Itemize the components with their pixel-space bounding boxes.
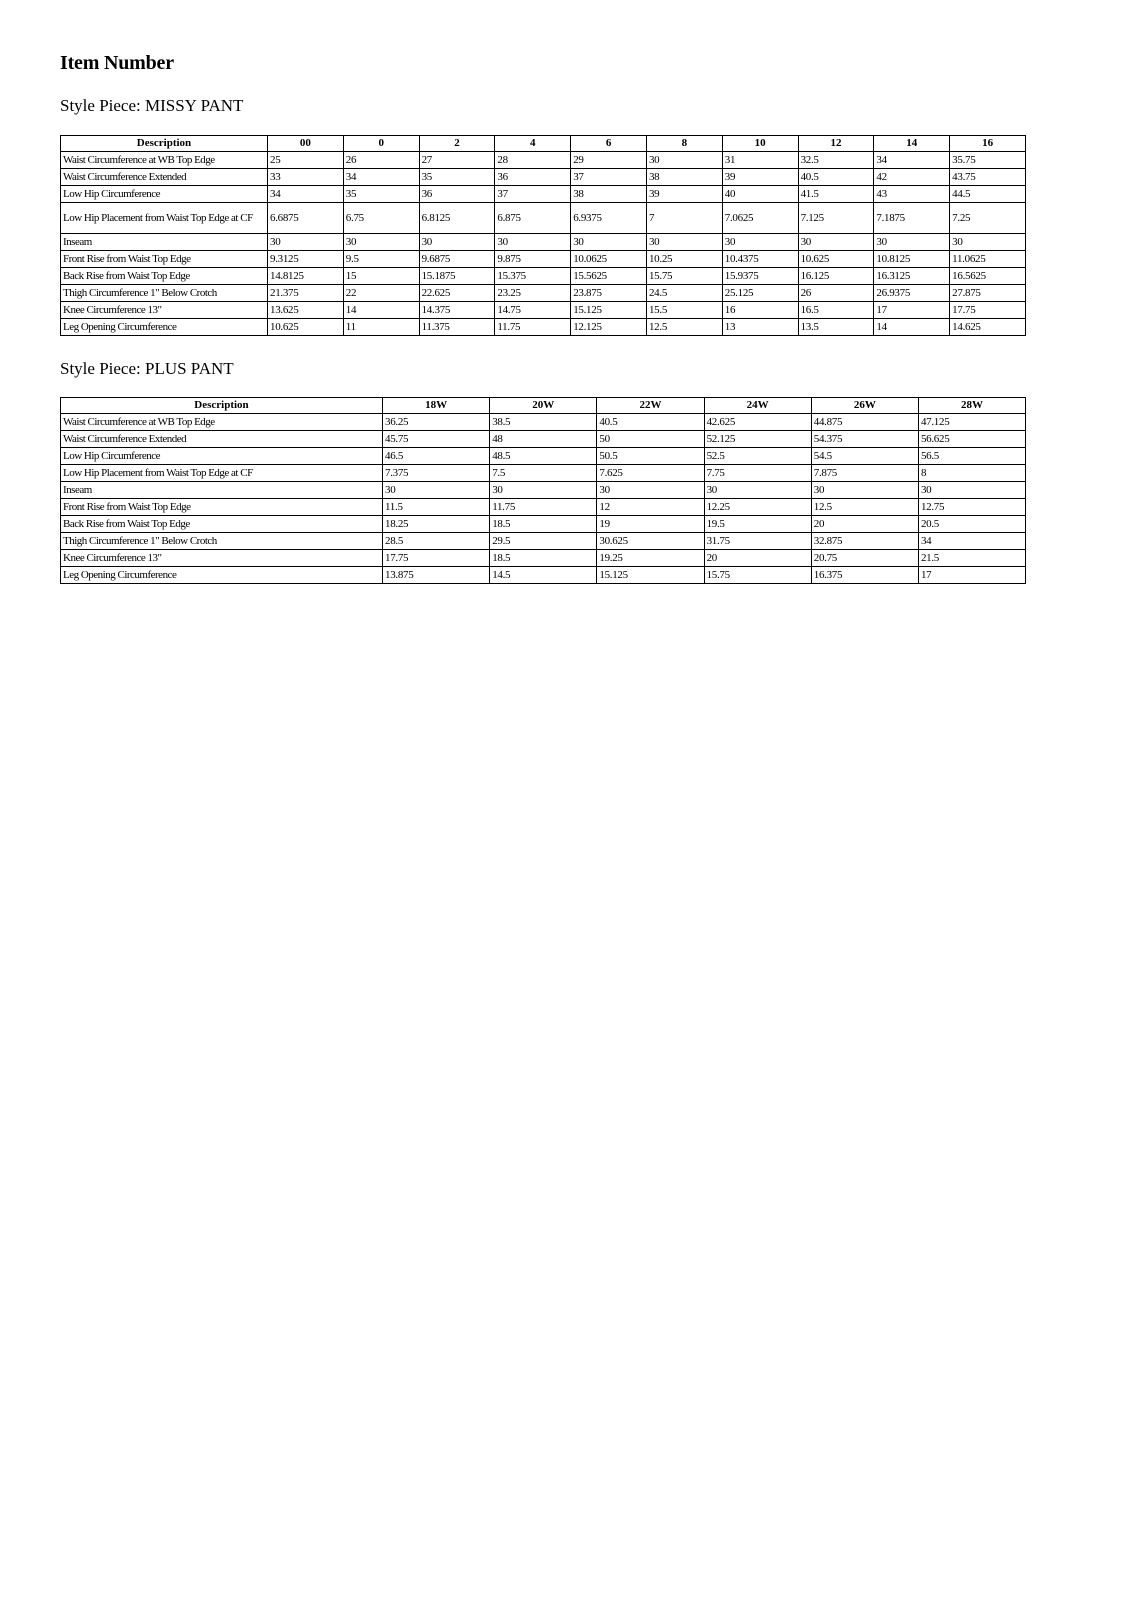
measurement-value: 48 — [490, 431, 597, 448]
measurement-description: Low Hip Placement from Waist Top Edge at CF — [61, 203, 268, 234]
measurement-value: 20.75 — [811, 550, 918, 567]
measurement-value: 12 — [597, 499, 704, 516]
measurement-value: 9.3125 — [268, 251, 344, 268]
measurement-value: 40 — [722, 186, 798, 203]
measurement-value: 11.75 — [490, 499, 597, 516]
measurement-value: 54.5 — [811, 448, 918, 465]
measurement-description: Waist Circumference Extended — [61, 431, 383, 448]
table-row — [61, 319, 1026, 336]
measurement-value: 12.5 — [646, 319, 722, 336]
measurement-value: 6.9375 — [571, 203, 647, 234]
plus-section-title: Style Piece: PLUS PANT — [60, 359, 234, 378]
table-row — [61, 499, 1026, 516]
measurement-value: 13.625 — [268, 302, 344, 319]
measurement-value: 15.125 — [571, 302, 647, 319]
measurement-value: 43.75 — [950, 169, 1026, 186]
measurement-value: 30 — [874, 234, 950, 251]
measurement-value: 35 — [343, 186, 419, 203]
table-row — [61, 186, 1026, 203]
measurement-description: Low Hip Circumference — [61, 186, 268, 203]
measurement-value: 7.875 — [811, 465, 918, 482]
measurement-value: 6.6875 — [268, 203, 344, 234]
measurement-value: 30 — [918, 482, 1025, 499]
measurement-value: 12.5 — [811, 499, 918, 516]
measurement-value: 28.5 — [383, 533, 490, 550]
measurement-value: 7 — [646, 203, 722, 234]
measurement-value: 15.75 — [646, 268, 722, 285]
measurement-value: 11.375 — [419, 319, 495, 336]
measurement-value: 34 — [874, 152, 950, 169]
measurement-value: 15.5 — [646, 302, 722, 319]
measurement-value: 30 — [811, 482, 918, 499]
measurement-value: 52.125 — [704, 431, 811, 448]
measurement-value: 36 — [495, 169, 571, 186]
measurement-value: 11.75 — [495, 319, 571, 336]
measurement-value: 30 — [571, 234, 647, 251]
measurement-value: 6.8125 — [419, 203, 495, 234]
measurement-value: 36 — [419, 186, 495, 203]
measurement-value: 48.5 — [490, 448, 597, 465]
measurement-value: 26 — [798, 285, 874, 302]
column-header-size: 28W — [918, 398, 1025, 414]
table-header-row — [61, 136, 1026, 152]
measurement-value: 25.125 — [722, 285, 798, 302]
plus-spec-table — [60, 397, 1026, 584]
measurement-value: 7.0625 — [722, 203, 798, 234]
measurement-value: 33 — [268, 169, 344, 186]
column-header-size: 22W — [597, 398, 704, 414]
measurement-value: 17 — [874, 302, 950, 319]
table-row — [61, 482, 1026, 499]
measurement-value: 7.125 — [798, 203, 874, 234]
measurement-value: 47.125 — [918, 414, 1025, 431]
measurement-value: 14 — [874, 319, 950, 336]
column-header-description: Description — [61, 136, 268, 152]
measurement-description: Low Hip Placement from Waist Top Edge at CF — [61, 465, 383, 482]
measurement-description: Back Rise from Waist Top Edge — [61, 516, 383, 533]
measurement-value: 45.75 — [383, 431, 490, 448]
column-header-size: 18W — [383, 398, 490, 414]
measurement-value: 28 — [495, 152, 571, 169]
column-header-size: 2 — [419, 136, 495, 152]
measurement-value: 15.1875 — [419, 268, 495, 285]
measurement-value: 9.6875 — [419, 251, 495, 268]
measurement-value: 10.8125 — [874, 251, 950, 268]
measurement-value: 10.625 — [268, 319, 344, 336]
measurement-value: 30 — [268, 234, 344, 251]
measurement-value: 17.75 — [950, 302, 1026, 319]
table-row — [61, 448, 1026, 465]
measurement-value: 26.9375 — [874, 285, 950, 302]
column-header-size: 00 — [268, 136, 344, 152]
table-row — [61, 203, 1026, 234]
measurement-value: 30 — [798, 234, 874, 251]
measurement-value: 22 — [343, 285, 419, 302]
measurement-value: 38 — [571, 186, 647, 203]
measurement-value: 20.5 — [918, 516, 1025, 533]
column-header-size: 24W — [704, 398, 811, 414]
measurement-value: 27.875 — [950, 285, 1026, 302]
measurement-value: 30 — [490, 482, 597, 499]
table-row — [61, 302, 1026, 319]
measurement-value: 46.5 — [383, 448, 490, 465]
table-row — [61, 550, 1026, 567]
measurement-value: 52.5 — [704, 448, 811, 465]
measurement-description: Inseam — [61, 234, 268, 251]
measurement-value: 10.25 — [646, 251, 722, 268]
measurement-value: 29 — [571, 152, 647, 169]
column-header-size: 16 — [950, 136, 1026, 152]
measurement-value: 16 — [722, 302, 798, 319]
missy-section-title: Style Piece: MISSY PANT — [60, 96, 244, 115]
measurement-value: 7.25 — [950, 203, 1026, 234]
measurement-value: 7.1875 — [874, 203, 950, 234]
measurement-value: 17 — [918, 567, 1025, 584]
measurement-description: Thigh Circumference 1" Below Crotch — [61, 285, 268, 302]
measurement-value: 7.625 — [597, 465, 704, 482]
measurement-value: 12.75 — [918, 499, 1025, 516]
measurement-value: 44.875 — [811, 414, 918, 431]
column-header-size: 8 — [646, 136, 722, 152]
measurement-value: 34 — [268, 186, 344, 203]
measurement-value: 15.375 — [495, 268, 571, 285]
table-row — [61, 516, 1026, 533]
measurement-value: 26 — [343, 152, 419, 169]
measurement-value: 8 — [918, 465, 1025, 482]
measurement-value: 30 — [597, 482, 704, 499]
measurement-value: 39 — [646, 186, 722, 203]
measurement-value: 14.5 — [490, 567, 597, 584]
measurement-value: 11.0625 — [950, 251, 1026, 268]
measurement-value: 40.5 — [798, 169, 874, 186]
table-row — [61, 431, 1026, 448]
table-row — [61, 414, 1026, 431]
measurement-value: 30 — [495, 234, 571, 251]
measurement-value: 30 — [383, 482, 490, 499]
measurement-value: 30 — [704, 482, 811, 499]
measurement-description: Low Hip Circumference — [61, 448, 383, 465]
measurement-value: 15.9375 — [722, 268, 798, 285]
measurement-value: 56.625 — [918, 431, 1025, 448]
measurement-value: 42.625 — [704, 414, 811, 431]
measurement-value: 13 — [722, 319, 798, 336]
measurement-value: 7.5 — [490, 465, 597, 482]
measurement-value: 10.0625 — [571, 251, 647, 268]
document-title: Item Number — [60, 52, 174, 74]
column-header-size: 12 — [798, 136, 874, 152]
measurement-value: 11 — [343, 319, 419, 336]
measurement-value: 32.875 — [811, 533, 918, 550]
measurement-value: 34 — [918, 533, 1025, 550]
measurement-description: Knee Circumference 13" — [61, 302, 268, 319]
measurement-description: Thigh Circumference 1" Below Crotch — [61, 533, 383, 550]
measurement-value: 31 — [722, 152, 798, 169]
measurement-value: 38 — [646, 169, 722, 186]
measurement-value: 19.5 — [704, 516, 811, 533]
measurement-value: 17.75 — [383, 550, 490, 567]
measurement-value: 50.5 — [597, 448, 704, 465]
column-header-size: 4 — [495, 136, 571, 152]
measurement-value: 30 — [950, 234, 1026, 251]
measurement-value: 54.375 — [811, 431, 918, 448]
measurement-description: Waist Circumference Extended — [61, 169, 268, 186]
measurement-value: 6.75 — [343, 203, 419, 234]
measurement-value: 9.875 — [495, 251, 571, 268]
measurement-description: Back Rise from Waist Top Edge — [61, 268, 268, 285]
measurement-value: 31.75 — [704, 533, 811, 550]
measurement-value: 18.25 — [383, 516, 490, 533]
column-header-size: 0 — [343, 136, 419, 152]
measurement-value: 21.5 — [918, 550, 1025, 567]
measurement-value: 30.625 — [597, 533, 704, 550]
measurement-value: 15.5625 — [571, 268, 647, 285]
measurement-value: 43 — [874, 186, 950, 203]
measurement-value: 19 — [597, 516, 704, 533]
column-header-size: 14 — [874, 136, 950, 152]
measurement-value: 56.5 — [918, 448, 1025, 465]
measurement-description: Leg Opening Circumference — [61, 567, 383, 584]
column-header-size: 20W — [490, 398, 597, 414]
measurement-value: 10.625 — [798, 251, 874, 268]
table-row — [61, 152, 1026, 169]
measurement-value: 30 — [419, 234, 495, 251]
measurement-value: 37 — [571, 169, 647, 186]
measurement-value: 30 — [646, 152, 722, 169]
table-row — [61, 567, 1026, 584]
measurement-value: 19.25 — [597, 550, 704, 567]
measurement-value: 35 — [419, 169, 495, 186]
measurement-value: 18.5 — [490, 516, 597, 533]
measurement-description: Front Rise from Waist Top Edge — [61, 499, 383, 516]
measurement-value: 29.5 — [490, 533, 597, 550]
measurement-value: 14.625 — [950, 319, 1026, 336]
measurement-value: 16.375 — [811, 567, 918, 584]
measurement-value: 12.25 — [704, 499, 811, 516]
measurement-value: 18.5 — [490, 550, 597, 567]
table-row — [61, 533, 1026, 550]
table-row — [61, 268, 1026, 285]
measurement-description: Inseam — [61, 482, 383, 499]
measurement-value: 27 — [419, 152, 495, 169]
measurement-value: 30 — [646, 234, 722, 251]
measurement-value: 14.8125 — [268, 268, 344, 285]
measurement-value: 12.125 — [571, 319, 647, 336]
measurement-value: 16.3125 — [874, 268, 950, 285]
measurement-value: 15.125 — [597, 567, 704, 584]
measurement-value: 40.5 — [597, 414, 704, 431]
measurement-value: 13.5 — [798, 319, 874, 336]
measurement-value: 14 — [343, 302, 419, 319]
measurement-value: 20 — [811, 516, 918, 533]
table-row — [61, 234, 1026, 251]
column-header-size: 6 — [571, 136, 647, 152]
measurement-value: 23.875 — [571, 285, 647, 302]
measurement-description: Waist Circumference at WB Top Edge — [61, 414, 383, 431]
table-row — [61, 465, 1026, 482]
measurement-value: 30 — [722, 234, 798, 251]
measurement-value: 6.875 — [495, 203, 571, 234]
measurement-value: 25 — [268, 152, 344, 169]
missy-spec-table — [60, 135, 1026, 336]
measurement-value: 42 — [874, 169, 950, 186]
measurement-value: 20 — [704, 550, 811, 567]
column-header-size: 10 — [722, 136, 798, 152]
measurement-value: 35.75 — [950, 152, 1026, 169]
measurement-value: 50 — [597, 431, 704, 448]
measurement-value: 39 — [722, 169, 798, 186]
measurement-value: 32.5 — [798, 152, 874, 169]
measurement-value: 16.5 — [798, 302, 874, 319]
measurement-value: 44.5 — [950, 186, 1026, 203]
measurement-value: 30 — [343, 234, 419, 251]
table-row — [61, 251, 1026, 268]
column-header-size: 26W — [811, 398, 918, 414]
measurement-value: 10.4375 — [722, 251, 798, 268]
measurement-value: 9.5 — [343, 251, 419, 268]
measurement-value: 14.375 — [419, 302, 495, 319]
measurement-value: 36.25 — [383, 414, 490, 431]
measurement-value: 21.375 — [268, 285, 344, 302]
measurement-value: 41.5 — [798, 186, 874, 203]
measurement-value: 16.5625 — [950, 268, 1026, 285]
measurement-value: 14.75 — [495, 302, 571, 319]
measurement-value: 34 — [343, 169, 419, 186]
measurement-value: 38.5 — [490, 414, 597, 431]
measurement-value: 16.125 — [798, 268, 874, 285]
measurement-value: 15 — [343, 268, 419, 285]
measurement-description: Waist Circumference at WB Top Edge — [61, 152, 268, 169]
measurement-value: 11.5 — [383, 499, 490, 516]
measurement-value: 24.5 — [646, 285, 722, 302]
table-header-row — [61, 398, 1026, 414]
measurement-value: 37 — [495, 186, 571, 203]
measurement-value: 15.75 — [704, 567, 811, 584]
measurement-description: Knee Circumference 13" — [61, 550, 383, 567]
measurement-value: 13.875 — [383, 567, 490, 584]
table-row — [61, 285, 1026, 302]
measurement-value: 7.375 — [383, 465, 490, 482]
column-header-description: Description — [61, 398, 383, 414]
measurement-value: 7.75 — [704, 465, 811, 482]
table-row — [61, 169, 1026, 186]
measurement-description: Leg Opening Circumference — [61, 319, 268, 336]
measurement-value: 22.625 — [419, 285, 495, 302]
measurement-value: 23.25 — [495, 285, 571, 302]
measurement-description: Front Rise from Waist Top Edge — [61, 251, 268, 268]
